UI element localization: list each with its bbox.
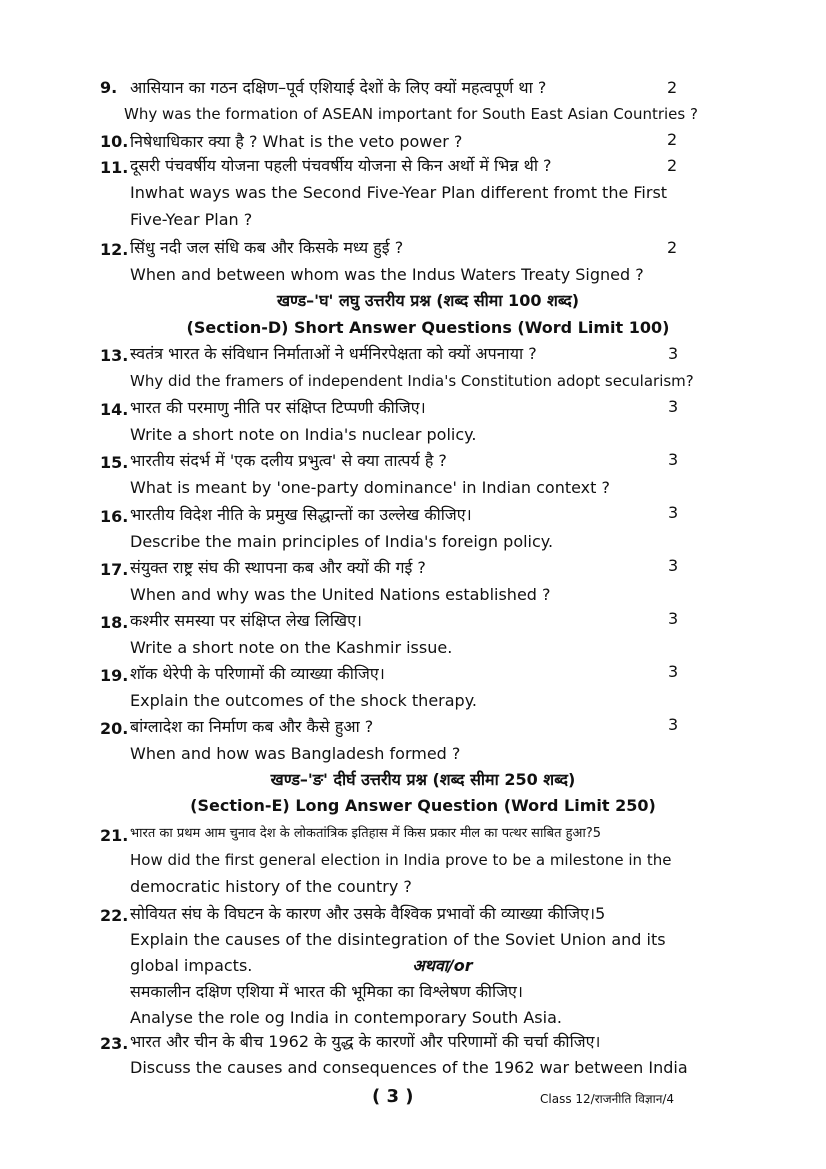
question-marks: 3 [668,556,679,575]
question-marks: 3 [668,450,679,469]
or-separator: अथवा/or [412,956,473,975]
section-d-heading-hindi: खण्ड–'घ' लघु उत्तरीय प्रश्न (शब्द सीमा 100 शब्द) [276,291,580,310]
question-marks: 3 [668,609,679,628]
section-d-heading: (Section-D) Short Answer Questions (Word Limit 100) [186,318,670,337]
question-hindi: बांग्लादेश का निर्माण कब और कैसे हुआ ? [130,717,374,736]
question-marks: 3 [668,344,679,363]
question-hindi: भारत का प्रथम आम चुनाव देश के लोकतांत्रिक इतिहास में किस प्रकार मील का पत्थर साबित हुआ?5 [130,826,602,841]
question-marks: 3 [668,662,679,681]
question-number: 22. [100,906,129,925]
question-hindi: कश्मीर समस्या पर संक्षिप्त लेख लिखिए। [130,611,362,630]
question-hindi: दूसरी पंचवर्षीय योजना पहली पंचवर्षीय योजना से किन अर्थो में भिन्न थी ? [130,156,552,175]
question-number: 13. [100,346,129,365]
question-number: 19. [100,666,129,685]
question-hindi-alternative: समकालीन दक्षिण एशिया में भारत की भूमिका का विश्लेषण कीजिए। [130,982,523,1001]
question-number: 14. [100,400,129,419]
question-number: 11. [100,158,129,177]
question-english: Explain the causes of the disintegration of the Soviet Union and its [130,930,666,949]
question-hindi: शॉक थेरेपी के परिणामों की व्याख्या कीजिए। [130,664,385,683]
question-number: 23. [100,1034,129,1053]
question-hindi: संयुक्त राष्ट्र संघ की स्थापना कब और क्यों की गई ? [130,558,426,577]
question-number: 12. [100,240,129,259]
question-marks: 2 [667,78,678,97]
question-english-cont: Five-Year Plan ? [130,210,253,229]
question-hindi: निषेधाधिकार क्या है ? What is the veto power ? [130,132,463,151]
question-hindi: भारतीय विदेश नीति के प्रमुख सिद्धान्तों का उल्लेख कीजिए। [130,505,472,524]
question-marks: 3 [668,397,679,416]
question-marks: 2 [667,156,678,175]
question-english: When and how was Bangladesh formed ? [130,744,461,763]
question-english-alternative: Analyse the role og India in contemporary South Asia. [130,1008,562,1027]
section-e-heading: (Section-E) Long Answer Question (Word Limit 250) [190,796,656,815]
question-hindi: स्वतंत्र भारत के संविधान निर्माताओं ने धर्मनिरपेक्षता को क्यों अपनाया ? [130,344,537,363]
question-marks: 2 [667,130,678,149]
question-english: Inwhat ways was the Second Five-Year Plan different fromt the First [130,183,668,202]
question-number: 21. [100,826,129,845]
question-number: 18. [100,613,129,632]
question-number: 9. [100,78,118,97]
question-number: 15. [100,453,129,472]
question-number: 20. [100,719,129,738]
question-english: Why did the framers of independent India's Constitution adopt secularism? [130,372,694,390]
question-english-cont-text: global impacts. [130,956,253,975]
question-english: Describe the main principles of India's foreign policy. [130,532,554,551]
class-subject-code: Class 12/राजनीति विज्ञान/4 [540,1092,675,1106]
page-number: ( 3 ) [372,1086,414,1107]
question-number: 16. [100,507,129,526]
question-hindi: सोवियत संघ के विघटन के कारण और उसके वैश्विक प्रभावों की व्याख्या कीजिए।5 [130,904,606,923]
question-english: Discuss the causes and consequences of the 1962 war between India [130,1058,688,1077]
question-hindi: भारत और चीन के बीच 1962 के युद्ध के कारणों और परिणामों की चर्चा कीजिए। [130,1032,601,1051]
question-marks: 3 [668,715,679,734]
question-english-cont [130,956,473,976]
question-english: Why was the formation of ASEAN important for South East Asian Countries ? [124,105,698,123]
question-hindi: भारतीय संदर्भ में 'एक दलीय प्रभुत्व' से क्या तात्पर्य है ? [130,451,447,470]
question-marks: 2 [667,238,678,257]
question-marks: 3 [668,503,679,522]
question-hindi: आसियान का गठन दक्षिण–पूर्व एशियाई देशों के लिए क्यों महत्वपूर्ण था ? [130,78,547,97]
question-hindi: सिंधु नदी जल संधि कब और किसके मध्य हुई ? [130,238,404,257]
question-hindi: भारत की परमाणु नीति पर संक्षिप्त टिप्पणी कीजिए। [130,398,426,417]
question-number: 10. [100,132,129,151]
section-e-heading-hindi: खण्ड–'ङ' दीर्घ उत्तरीय प्रश्न (शब्द सीमा 250 शब्द) [270,770,576,789]
question-english: Explain the outcomes of the shock therapy. [130,691,477,710]
question-english: What is meant by 'one-party dominance' in Indian context ? [130,478,610,497]
question-english: Write a short note on the Kashmir issue. [130,638,453,657]
question-english: Write a short note on India's nuclear policy. [130,425,477,444]
question-english: When and why was the United Nations established ? [130,585,551,604]
question-english: How did the first general election in India prove to be a milestone in the [130,851,672,869]
question-number: 17. [100,560,129,579]
question-english: When and between whom was the Indus Waters Treaty Signed ? [130,265,644,284]
question-english-cont: democratic history of the country ? [130,877,412,896]
